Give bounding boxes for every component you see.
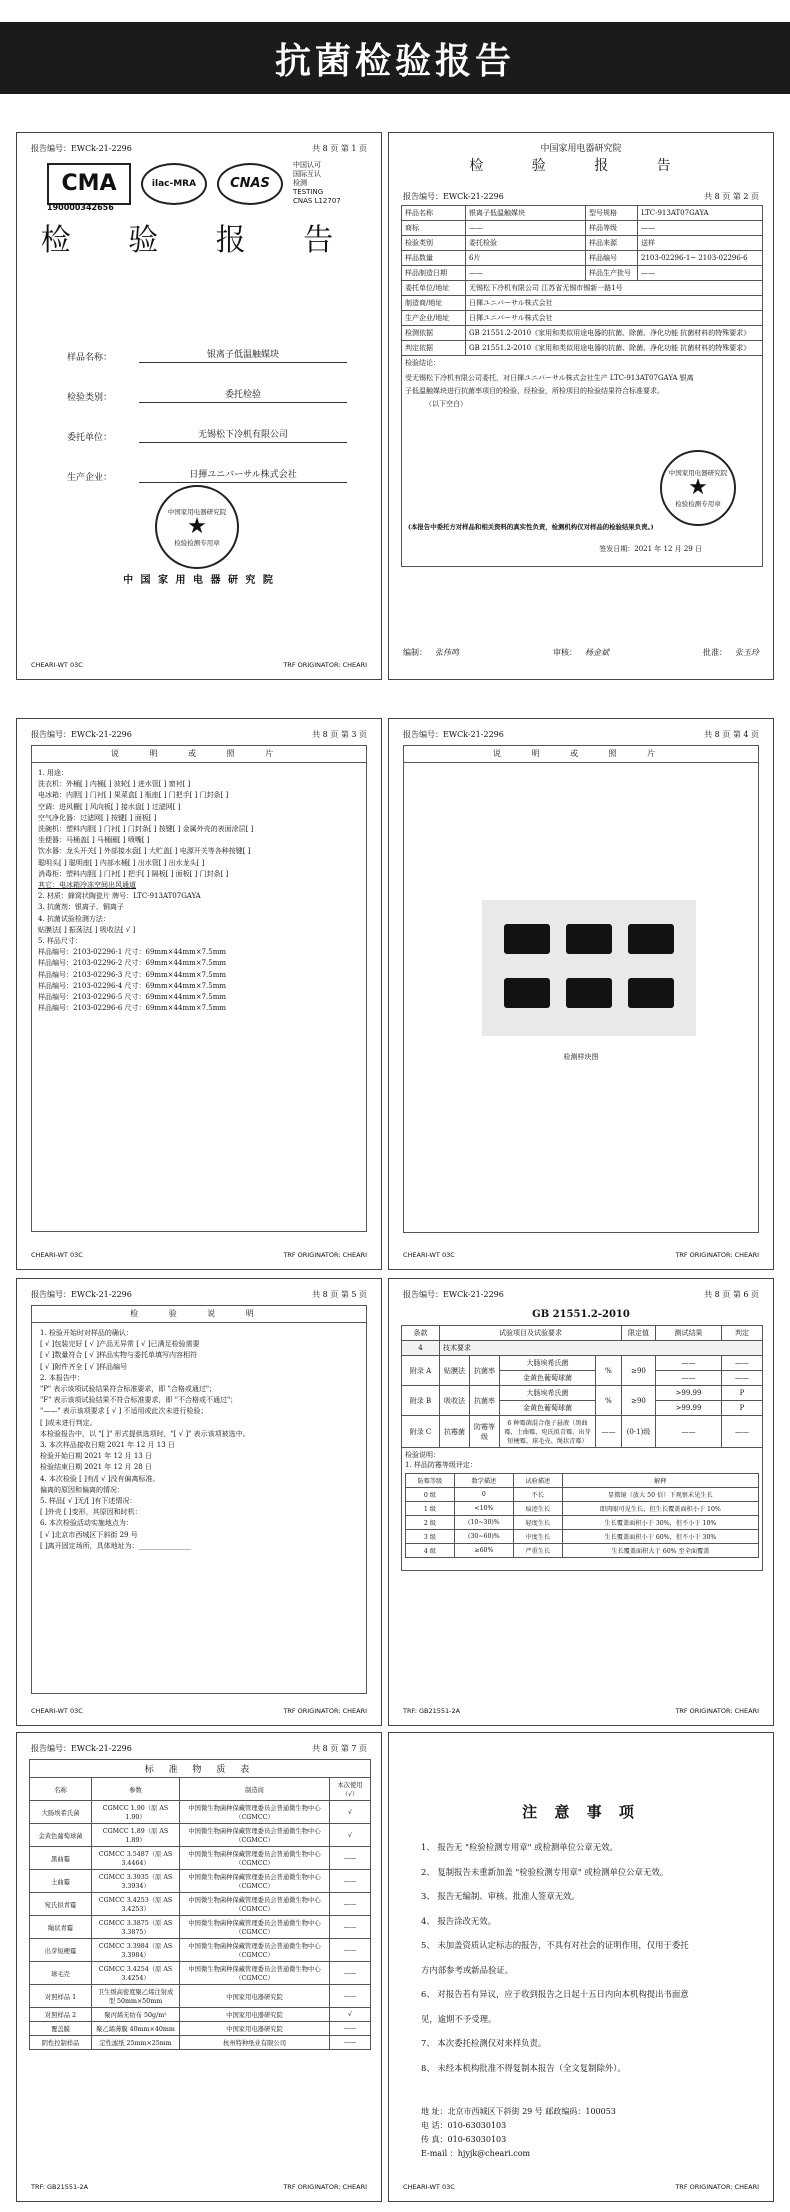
table-row: 覆盖膜 聚乙烯薄膜 40mm×40mm 中国家用电器研究院 —— bbox=[30, 2022, 371, 2036]
cma-logo: CMA bbox=[47, 163, 131, 205]
table-row: 金黄色葡萄球菌 CGMCC 1.89（原 AS 1.89） 中国微生物菌种保藏管理委员会普通微生物中心（CGMCC） √ bbox=[30, 1824, 371, 1847]
standard-number: GB 21551.2-2010 bbox=[532, 1309, 630, 1320]
contact-fax: 传 真：010-63030103 bbox=[421, 2135, 507, 2144]
sample-block bbox=[566, 978, 612, 1008]
cover-title: 检 验 报 告 bbox=[40, 223, 358, 258]
section-title: 说 明 或 照 片 bbox=[403, 745, 759, 763]
page-header: 报告编号：EWCk-21-2296 共 8 页 第 3 页 bbox=[31, 730, 367, 739]
table-row: 绳状青霉 CGMCC 3.3875（原 AS 3.3875） 中国微生物菌种保藏管理委员会普通微生物中心（CGMCC） —— bbox=[30, 1916, 371, 1939]
table-row: 黑曲霉 CGMCC 3.5487（原 AS 3.4464） 中国微生物菌种保藏管理委员会普通微生物中心（CGMCC） —— bbox=[30, 1847, 371, 1870]
banner-bar bbox=[0, 22, 790, 94]
sample-block bbox=[628, 978, 674, 1008]
page-header: 报告编号：EWCk-21-2296 共 8 页 第 4 页 bbox=[403, 730, 759, 739]
section-title: 说 明 或 照 片 bbox=[31, 745, 367, 763]
official-seal: 中国家用电器研究院 ★ 检验检测专用章 bbox=[155, 485, 239, 569]
page-footer: TRF: GB21551-2A TRF ORIGINATOR: CHEARI bbox=[31, 2183, 367, 2191]
table-row: 对照样品 2 聚丙烯无纺布 50g/m² 中国家用电器研究院 √ bbox=[30, 2008, 371, 2022]
list-item: 1、 报告无 "检验检测专用章" 或检测单位公章无效。 bbox=[421, 1842, 618, 1852]
conclusion-label: 检验结论： bbox=[405, 359, 440, 367]
reference-materials-table bbox=[29, 1759, 371, 2050]
sample-photo bbox=[482, 900, 696, 1036]
page-footer: CHEARI-WT 03C TRF ORIGINATOR: CHEARI bbox=[403, 1251, 759, 1259]
table-row: 4 级 ≥60% 严重生长 生长覆盖面积大于 60% 至全面覆盖 bbox=[406, 1544, 759, 1558]
table-row: 委托单位/地址 无锡松下冷机有限公司 江苏省无锡市锡新一路1号 bbox=[402, 281, 763, 296]
report-title: 检 验 报 告 bbox=[469, 158, 693, 174]
list-item: 4、 报告涂改无效。 bbox=[421, 1915, 496, 1926]
photo-caption: 检测样块图 bbox=[563, 1053, 599, 1061]
page-header: 报告编号：EWCk-21-2296 共 8 页 第 7 页 bbox=[31, 1744, 367, 1753]
field-test-type: 检验类别： 委托检验 bbox=[67, 363, 347, 403]
list-item: 见，逾期不予受理。 bbox=[421, 2013, 497, 2024]
page-footer: TRF: GB21551-2A TRF ORIGINATOR: CHEARI bbox=[403, 1707, 759, 1715]
list-item: 7、 本次委托检测仅对来样负责。 bbox=[421, 2038, 547, 2048]
contact-email: E-mail ：hjyjk@cheari.com bbox=[421, 2149, 531, 2158]
table-row: 4 技术要求 bbox=[402, 1341, 763, 1356]
contact-phone: 电 话：010-63030103 bbox=[421, 2121, 507, 2130]
table-row: 检验类别 委托检验 样品来源 送样 bbox=[402, 236, 763, 251]
page-footer: CHEARI-WT 03C TRF ORIGINATOR: CHEARI bbox=[31, 661, 367, 669]
conclusion-row bbox=[402, 356, 763, 567]
page-header: 报告编号：EWCk-21-2296 共 8 页 第 1 页 bbox=[31, 144, 367, 153]
conclusion-text: 受无锡松下冷机有限公司委托，对日揮ユニバーサル株式会社生产 LTC-913AT07GAYA 银离 子低温触媒块进行抗菌率项目的检验，经检验，所检项目的检验结果符合标准要求。 （以下空白） bbox=[405, 374, 694, 408]
page-header: 报告编号：EWCk-21-2296 共 8 页 第 5 页 bbox=[31, 1290, 367, 1299]
sample-block bbox=[566, 924, 612, 954]
table-row: 宛氏拟青霉 CGMCC 3.4253（原 AS 3.4253） 中国微生物菌种保藏管理委员会普通微生物中心（CGMCC） —— bbox=[30, 1893, 371, 1916]
cover-fields bbox=[67, 323, 347, 483]
sample-info-table bbox=[401, 205, 763, 567]
section-title: 检 验 说 明 bbox=[31, 1305, 367, 1323]
table-row: 样品制造日期 —— 样品生产批号 —— bbox=[402, 266, 763, 281]
page-footer: CHEARI-WT 03C TRF ORIGINATOR: CHEARI bbox=[31, 1707, 367, 1715]
report-page-1 bbox=[16, 132, 382, 680]
section-content bbox=[403, 762, 759, 1233]
official-seal: 中国家用电器研究院 ★ 检验检测专用章 bbox=[660, 450, 736, 526]
report-page-2 bbox=[388, 132, 774, 680]
section-content: 1. 检验开始时对样品的确认： [ √ ]包装完好 [ √ ]产品无异常 [ √ ]已满足检验需要 [ √ ]数量符合 [ √ ]样品实物与委托单填写内容相符 [ √ ]附件齐全 [ √ ]样品编号 2. 本报告中： "P" 表示该项试验结果符合标准要求，即 "合格或通过"； "F" 表示该项试验结果不符合标准要求，即 "不合格或不通过"； "——" 表示该项要求 [ √ ] 不适用或此次未进行检验； [ ]或未进行判定。 本检验报告中，以 "[ ]" 形式提供选项时，"[ √ ]" 表示该项被选中。 3. 本次样品接收日期 2021 年 12 月 13 日 检验开始日期 2021 年 12 月 13 日 检验结束日期 2021 年 12 月 28 日 4. 本次检验 [ ]有/[ √ ]没有偏离标准。 偏离的原因和偏离的情况： 5. 样品[ √ ]无/[ ]有下述情况： [ ]外壳 [ ]变形，其原因和时机： 6. 本次检验活动实施地点为： [ √ ]北京市西城区下斜街 29 号 [ ]离开固定场所，具体地址为：_______________ bbox=[31, 1322, 367, 1694]
table-row: 阴性控制样品 定性滤纸 25mm×25mm 杭州特种纸业有限公司 —— bbox=[30, 2036, 371, 2050]
report-page-8 bbox=[388, 1732, 774, 2202]
table-row: 判定依据 GB 21551.2-2010《家用和类似用途电器的抗菌、除菌、净化功能 抗菌材料的特殊要求》 bbox=[402, 341, 763, 356]
table-row: 制造商/地址 日揮ユニバーサル株式会社 bbox=[402, 296, 763, 311]
table-row: 1 级 <10% 痕迹生长 即肉眼可见生长，但生长覆盖面积小于 10% bbox=[406, 1502, 759, 1516]
page-footer: CHEARI-WT 03C TRF ORIGINATOR: CHEARI bbox=[31, 1251, 367, 1259]
star-icon: ★ bbox=[187, 514, 207, 539]
contact-address: 地 址：北京市西城区下斜街 29 号 邮政编码：100053 bbox=[421, 2107, 616, 2116]
sample-block bbox=[628, 924, 674, 954]
page-number: 第 1 页 bbox=[340, 144, 367, 153]
table-row: 生产企业/地址 日揮ユニバーサル株式会社 bbox=[402, 311, 763, 326]
table-row: 大肠埃希氏菌 CGMCC 1.90（原 AS 1.90） 中国微生物菌种保藏管理委员会普通微生物中心（CGMCC） √ bbox=[30, 1801, 371, 1824]
list-item: 8、 未经本机构批准不得复制本报告（全文复制除外）。 bbox=[421, 2062, 626, 2073]
report-number: EWCk-21-2296 bbox=[71, 144, 132, 153]
table-row: 出芽短梗霉 CGMCC 3.3984（原 AS 3.3984） 中国微生物菌种保藏管理委员会普通微生物中心（CGMCC） —— bbox=[30, 1939, 371, 1962]
table-row: 检测依据 GB 21551.2-2010《家用和类似用途电器的抗菌、除菌、净化功能 抗菌材料的特殊要求》 bbox=[402, 326, 763, 341]
signature-approve: 张玉玲 bbox=[735, 648, 759, 657]
table-row: 金黄色葡萄球菌 >99.99 P bbox=[402, 1401, 763, 1416]
notice-list bbox=[421, 1835, 689, 2080]
org-name: 中国家用电器研究院 bbox=[540, 144, 622, 154]
table-row: 附录 B 吸收法 抗菌率 大肠埃希氏菌 % ≥90 >99.99 P bbox=[402, 1386, 763, 1401]
table-row: 3 级 (30~60)% 中度生长 生长覆盖面积小于 60%，但不小于 30% bbox=[406, 1530, 759, 1544]
report-page-3 bbox=[16, 718, 382, 1270]
accreditation-logos bbox=[47, 161, 341, 206]
page-header: 报告编号：EWCk-21-2296 共 8 页 第 2 页 bbox=[403, 192, 759, 201]
list-item: 方内部参考或新品验证。 bbox=[421, 1964, 514, 1975]
table-row: 附录 C 抗霉菌 防霉等级 6 种霉菌混合孢子悬液（黑曲霉、土曲霉、宛氏拟青霉、出芽短梗霉、球毛壳、绳状青霉） —— (0-1)级 —— —— bbox=[402, 1416, 763, 1448]
table-row: 样品名称 银离子低温触媒块 型号规格 LTC-913AT07GAYA bbox=[402, 206, 763, 221]
mould-grade-table bbox=[405, 1473, 759, 1558]
report-page-6 bbox=[388, 1278, 774, 1726]
section-content: 1. 用途： 洗衣机：外桶[ ] 内桶[ ] 波轮[ ] 进水管[ ] 窗衬[ ] 电冰箱：内胆[ ] 门衬[ ] 果菜盒[ ] 瓶座[ ] 门把手[ ] 门封条[ ] 空调：进风栅[ ] 风向板[ ] 接水盘[ ] 过滤网[ ] 空气净化器：过滤网[ ] 按键[ ] 面板[ ] 洗碗机：塑料内胆[ ] 门衬[ ] 门封条[ ] 按键[ ] 金属外壳的表面涂层[ ] 坐便器：马桶盖[ ] 马桶圈[ ] 喷嘴[ ] 饮水器：龙头开关[ ] 外部接水盘[ ] 大贮盖[ ] 电源开关等各种按键[ ] 聪明头[ ] 聪明座[ ] 内部水桶[ ] 出水管[ ] 出水龙头[ ] 消毒柜：塑料内胆[ ] 门衬[ ] 把手[ ] 隔板[ ] 面板[ ] 门封条[ ] 其它：电冰箱冷冻空间出风通道 2. 材质：蜂窝状陶瓷片 牌号：LTC-913AT07GAYA 3. 抗菌剂：银离子、铜离子 4. 抗菌试验检测方法： 贴膜法[ ] 振荡法[ ] 吸收法[ √ ] 5. 样品尺寸： 样品编号：2103-02296-1 尺寸：69mm×44mm×7.5mm 样品编号：2103-02296-2 尺寸：69mm×44mm×7.5mm 样品编号：2103-02296-3 尺寸：69mm×44mm×7.5mm 样品编号：2103-02296-4 尺寸：69mm×44mm×7.5mm 样品编号：2103-02296-5 尺寸：69mm×44mm×7.5mm 样品编号：2103-02296-6 尺寸：69mm×44mm×7.5mm bbox=[31, 762, 367, 1232]
table-header: 名称 参数 制造商 本次使用（√） bbox=[30, 1778, 371, 1801]
ilac-mra-logo: ilac-MRA bbox=[141, 163, 207, 205]
signature-compile: 张伟鸣 bbox=[435, 648, 459, 657]
field-manufacturer: 生产企业： 日揮ユニバーサル株式会社 bbox=[67, 443, 347, 483]
banner-title: 抗菌检验报告 bbox=[274, 40, 515, 82]
list-item: 5、 未加盖资质认定标志的报告，不具有对社会的证明作用，仅用于委托 bbox=[421, 1940, 689, 1950]
notice-title: 注 意 事 项 bbox=[522, 1803, 640, 1821]
table-row: 样品数量 6片 样品编号 2103-02296-1~ 2103-02296-6 bbox=[402, 251, 763, 266]
table-title-row: 标 准 物 质 表 bbox=[30, 1760, 371, 1778]
list-item: 3、 报告无编制、审核、批准人签章无效。 bbox=[421, 1891, 580, 1901]
contact-block bbox=[421, 2105, 616, 2161]
table-header: 防霉等级 数学描述 试验描述 解释 bbox=[406, 1474, 759, 1488]
report-page-7 bbox=[16, 1732, 382, 2202]
test-results-table bbox=[401, 1325, 763, 1571]
cover-org-name: 中 国 家 用 电 器 研 究 院 bbox=[123, 575, 275, 586]
table-row: 金黄色葡萄球菌 —— —— bbox=[402, 1371, 763, 1386]
field-sample-name: 样品名称： 银离子低温触媒块 bbox=[67, 323, 347, 363]
page-header: 报告编号：EWCk-21-2296 共 8 页 第 6 页 bbox=[403, 1290, 759, 1299]
remark-row: 检验说明： 1. 样品防霉等级评定： 防霉等级 数学描述 试验描述 解释 0 级 0 不长 显微镜（放大 50 倍）下观察未见生长 1 级 <10% 痕迹生长 即肉眼可见生长，但生长覆盖面积小于 10% 2 级 (10~30)% 轻度生长 生长覆盖面积小于 30%，但不小于 10% 3 级 (30~60)% 中度生长 生长覆盖面积小于 60%，但不小于 30% 4 级 ≥60% 严重生长 生长覆盖面积大于 60% 至全面覆盖 bbox=[402, 1448, 763, 1571]
table-row: 2 级 (10~30)% 轻度生长 生长覆盖面积小于 30%，但不小于 10% bbox=[406, 1516, 759, 1530]
cnas-logo: CNAS bbox=[217, 163, 283, 205]
table-row: 土曲霉 CGMCC 3.3935（原 AS 3.3934） 中国微生物菌种保藏管理委员会普通微生物中心（CGMCC） —— bbox=[30, 1870, 371, 1893]
table-row: 0 级 0 不长 显微镜（放大 50 倍）下观察未见生长 bbox=[406, 1488, 759, 1502]
table-header: 条款 试验项目及试验要求 限定值 测试结果 判定 bbox=[402, 1326, 763, 1341]
report-page-4 bbox=[388, 718, 774, 1270]
table-row: 附录 A 贴膜法 抗菌率 大肠埃希氏菌 % ≥90 —— —— bbox=[402, 1356, 763, 1371]
table-row: 商标 —— 样品等级 —— bbox=[402, 221, 763, 236]
report-page-5 bbox=[16, 1278, 382, 1726]
signature-row: 编制： 张伟鸣 审核： 杨金斌 批准： 张玉玲 bbox=[403, 648, 759, 657]
star-icon: ★ bbox=[688, 475, 708, 500]
issue-date: 签发日期：2021 年 12 月 29 日 bbox=[599, 545, 702, 553]
list-item: 6、 对报告若有异议，应于收到报告之日起十五日内向本机构提出书面意 bbox=[421, 1989, 689, 1999]
page-footer: CHEARI-WT 03C TRF ORIGINATOR: CHEARI bbox=[403, 2183, 759, 2191]
sample-block bbox=[504, 978, 550, 1008]
field-client: 委托单位： 无锡松下冷机有限公司 bbox=[67, 403, 347, 443]
banner bbox=[0, 0, 790, 108]
cnas-text: 中国认可 国际互认 检测 TESTING CNAS L12707 bbox=[293, 161, 341, 205]
table-row: 球毛壳 CGMCC 3.4254（原 AS 3.4254） 中国微生物菌种保藏管理委员会普通微生物中心（CGMCC） —— bbox=[30, 1962, 371, 1985]
list-item: 2、 复制报告未重新加盖 "检验检测专用章" 或检测单位公章无效。 bbox=[421, 1866, 669, 1877]
cma-number: 190000342656 bbox=[47, 203, 114, 212]
sample-block bbox=[504, 924, 550, 954]
signature-review: 杨金斌 bbox=[585, 648, 609, 657]
table-row: 对照样品 1 卫生级高密度聚乙烯注射成型 50mm×50mm 中国家用电器研究院 —— bbox=[30, 1985, 371, 2008]
disclaimer-note: (本报告中委托方对样品和相关资料的真实性负责，检测机构仅对样品的检验结果负责。) bbox=[408, 523, 654, 531]
